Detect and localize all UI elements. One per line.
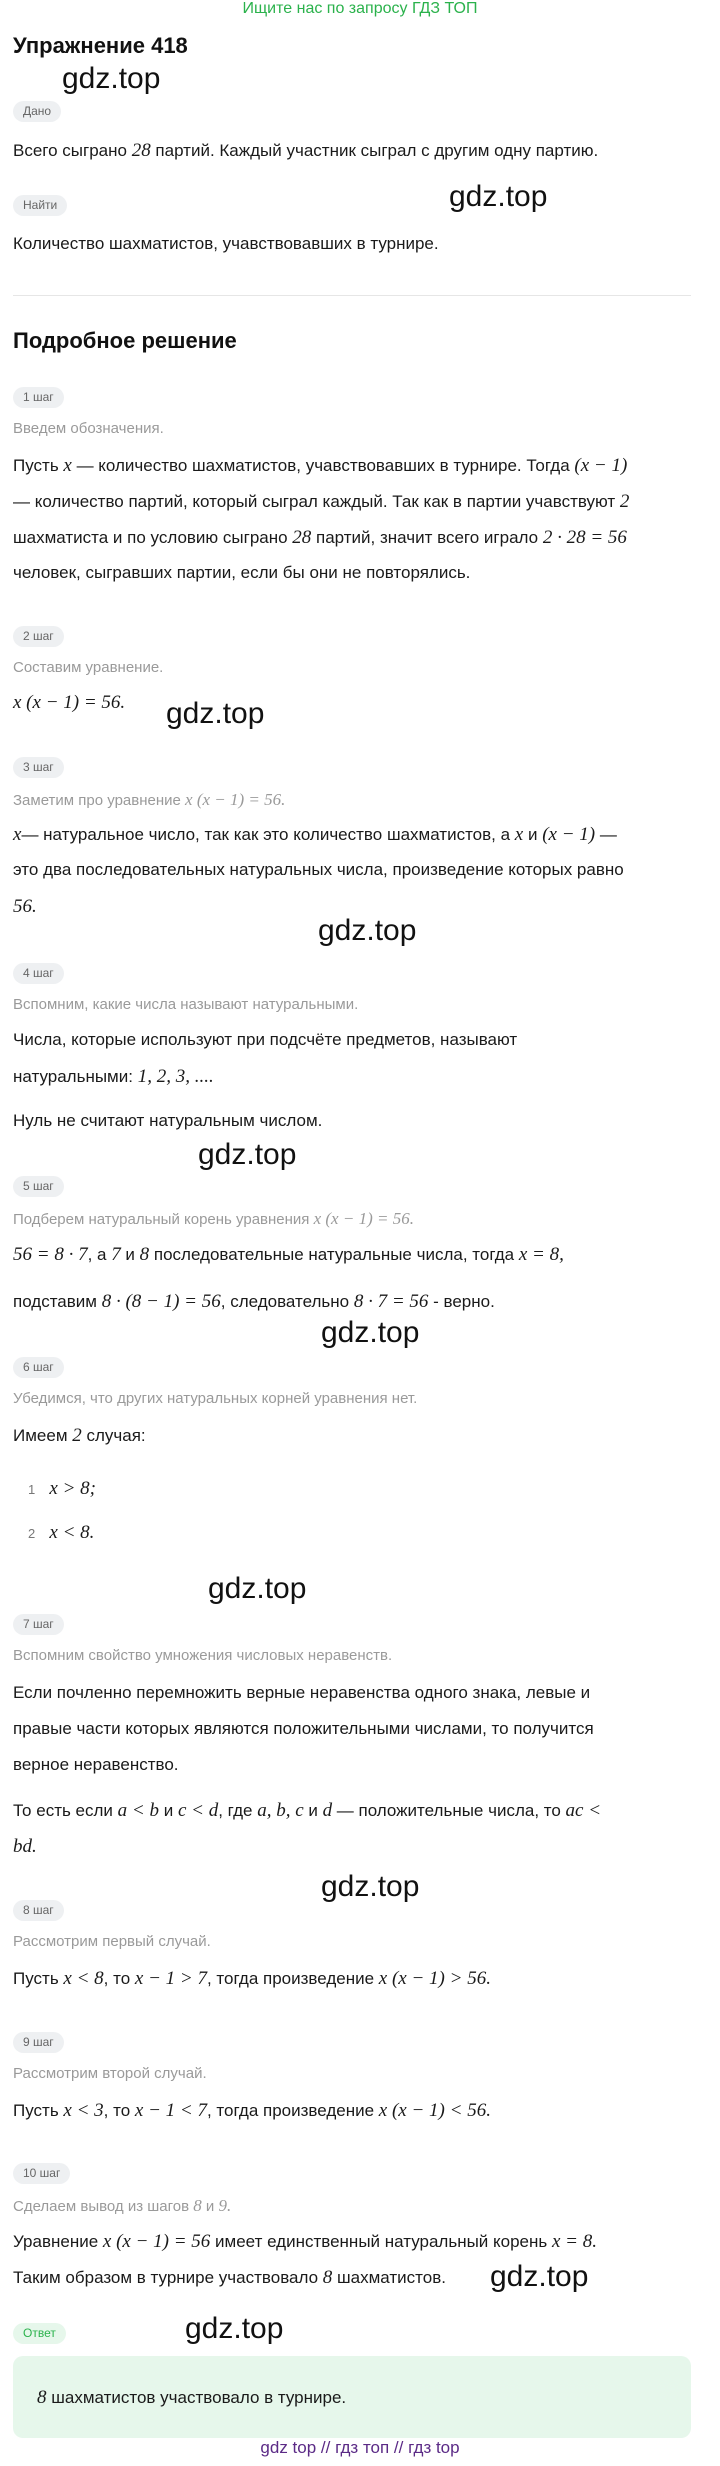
text-span: - верно.	[428, 1292, 495, 1311]
step-hint: Рассмотрим первый случай.	[13, 1933, 211, 1950]
text-span: подставим	[13, 1292, 102, 1311]
step-hint: Убедимся, что других натуральных корней уравнения нет.	[13, 1390, 418, 1407]
math: 2	[72, 1425, 82, 1446]
text-span: случая:	[81, 1426, 146, 1445]
step-text: это два последовательных натуральных числа, произведение которых равно	[13, 860, 624, 879]
text-span: и	[523, 825, 543, 844]
step-label: 4 шаг	[13, 963, 64, 984]
watermark: gdz.top	[185, 2312, 284, 2345]
text-span: — количество партий, который сыграл каждый. Так как в партии учавствуют	[13, 492, 620, 511]
text-span: , тогда произведение	[206, 1969, 379, 1988]
given-label-wrap	[13, 101, 61, 122]
find-label: Найти	[13, 195, 67, 216]
math: x	[13, 824, 22, 845]
step-10-label-wrap	[13, 2163, 70, 2184]
step-text: правые части которых являются положительными числами, то получится	[13, 1719, 594, 1738]
watermark: gdz.top	[449, 180, 548, 213]
math: 8 · (8 − 1) = 56	[101, 1291, 221, 1312]
answer-label: Ответ	[13, 2323, 66, 2344]
step-text	[13, 1425, 146, 1447]
answer-text: шахматистов участвовало в турнире.	[46, 2388, 347, 2407]
text-span: Пусть	[13, 456, 64, 475]
watermark: gdz.top	[62, 62, 161, 95]
list-number: 2	[28, 1526, 36, 1541]
text-span: Заметим про уравнение	[13, 792, 186, 809]
equation	[13, 692, 125, 714]
step-7-label-wrap	[13, 1614, 64, 1635]
math: 8	[193, 2196, 202, 2215]
math: x	[514, 824, 524, 845]
divider	[13, 295, 691, 296]
search-banner: Ищите нас по запросу ГДЗ ТОП	[242, 0, 478, 17]
step-hint: Составим уравнение.	[13, 659, 164, 676]
step-text	[13, 1800, 601, 1822]
math: ac <	[565, 1800, 602, 1821]
step-text	[13, 1968, 491, 1990]
watermark: gdz.top	[490, 2260, 589, 2293]
given-label: Дано	[13, 101, 61, 122]
step-9-label-wrap	[13, 2032, 64, 2053]
step-text: Если почленно перемножить верные неравенства одного знака, левые и	[13, 1683, 591, 1702]
watermark: gdz.top	[321, 1870, 420, 1903]
math: (x − 1)	[574, 455, 628, 476]
math: x < 8.	[49, 1522, 95, 1543]
answer-box	[13, 2356, 691, 2438]
watermark: gdz.top	[321, 1316, 420, 1349]
step-text	[13, 2267, 446, 2289]
math: x (x − 1) = 56.	[313, 1209, 414, 1228]
text-span: , следовательно	[220, 1292, 354, 1311]
math: x (x − 1) < 56.	[378, 2100, 491, 2121]
math: 2 · 28 = 56	[542, 527, 627, 548]
text-span: партий, значит всего играло	[311, 528, 543, 547]
step-label: 5 шаг	[13, 1176, 64, 1197]
math: x < 8	[63, 1968, 104, 1989]
step-label: 8 шаг	[13, 1900, 64, 1921]
solution-title: Подробное решение	[13, 328, 237, 353]
step-text	[13, 824, 617, 846]
math: x (x − 1) > 56.	[378, 1968, 491, 1989]
math: 2	[619, 491, 630, 512]
step-6-label-wrap	[13, 1357, 64, 1378]
given-text-b: партий. Каждый участник сыграл с другим одну партию.	[150, 141, 599, 160]
text-span: —	[595, 825, 617, 844]
step-3-label-wrap	[13, 757, 64, 778]
step-label: 9 шаг	[13, 2032, 64, 2053]
step-label: 7 шаг	[13, 1614, 64, 1635]
step-text: человек, сыгравших партии, если бы они не повторялись.	[13, 563, 471, 582]
step-hint: Рассмотрим второй случай.	[13, 2065, 207, 2082]
list-item	[28, 1522, 94, 1544]
text-span: , то	[103, 2101, 135, 2120]
text-span: шахматистов.	[332, 2268, 446, 2287]
math: 8 · 7 = 56	[353, 1291, 429, 1312]
step-label: 6 шаг	[13, 1357, 64, 1378]
step-text: Числа, которые используют при подсчёте предметов, называют	[13, 1030, 518, 1049]
text-span: Пусть	[13, 2101, 64, 2120]
step-text: верное неравенство.	[13, 1755, 179, 1774]
math: 8	[322, 2267, 333, 2288]
math: x	[63, 455, 72, 476]
text-span: и	[303, 1801, 323, 1820]
step-label: 1 шаг	[13, 387, 64, 408]
step-5-label-wrap	[13, 1176, 64, 1197]
step-2-label-wrap	[13, 626, 64, 647]
watermark: gdz.top	[208, 1572, 307, 1605]
text-span: Таким образом в турнире участвовало	[13, 2268, 323, 2287]
text-span: Подберем натуральный корень уравнения	[13, 1211, 314, 1228]
step-hint	[13, 2196, 231, 2216]
text-span: Уравнение	[13, 2232, 103, 2251]
step-label: 3 шаг	[13, 757, 64, 778]
step-text	[13, 527, 627, 549]
text-span: , где	[218, 1801, 258, 1820]
step-hint: Вспомним, какие числа называют натуральными.	[13, 996, 359, 1013]
step-text	[13, 491, 629, 513]
find-label-wrap	[13, 195, 67, 216]
math: 8	[37, 2387, 47, 2408]
step-text	[13, 1836, 37, 1858]
math: c < d	[177, 1800, 219, 1821]
watermark: gdz.top	[318, 914, 417, 947]
text-span: Сделаем вывод из шагов	[13, 2198, 194, 2215]
step-4-label-wrap	[13, 963, 64, 984]
step-hint: Введем обозначения.	[13, 420, 164, 437]
math: x > 8;	[49, 1478, 96, 1499]
answer-label-wrap	[13, 2323, 66, 2344]
step-8-label-wrap	[13, 1900, 64, 1921]
page-title: Упражнение 418	[13, 33, 188, 58]
step-label: 10 шаг	[13, 2163, 70, 2184]
text-span: То есть если	[13, 1801, 118, 1820]
given-text	[13, 140, 598, 162]
text-span: — количество шахматистов, учавствовавших в турнире. Тогда	[71, 456, 575, 475]
step-hint: Вспомним свойство умножения числовых неравенств.	[13, 1647, 393, 1664]
list-number: 1	[28, 1482, 36, 1497]
math: a < b	[117, 1800, 159, 1821]
step-hint	[13, 1209, 414, 1229]
math: x − 1 > 7	[134, 1968, 207, 1989]
math: 28	[292, 527, 312, 548]
step-text	[13, 455, 627, 477]
step-text	[13, 1066, 214, 1088]
given-text-a: Всего сыграно	[13, 141, 132, 160]
step-text	[13, 2231, 597, 2253]
math: x − 1 < 7	[134, 2100, 207, 2121]
text-span: имеет единственный натуральный корень	[210, 2232, 552, 2251]
step-1-label-wrap	[13, 387, 64, 408]
find-text: Количество шахматистов, учавствовавших в турнире.	[13, 234, 439, 253]
list-item	[28, 1478, 96, 1500]
math: a, b, c	[257, 1800, 304, 1821]
step-label: 2 шаг	[13, 626, 64, 647]
step-text: Нуль не считают натуральным числом.	[13, 1111, 323, 1130]
step-text	[13, 1291, 495, 1313]
text-span: , а	[87, 1245, 112, 1264]
math: 56.	[13, 896, 37, 917]
step-text	[13, 896, 37, 918]
text-span: натуральными:	[13, 1067, 138, 1086]
text-span: — положительные числа, то	[332, 1801, 566, 1820]
math: x (x − 1) = 56.	[13, 692, 126, 713]
math: 7	[111, 1244, 121, 1265]
math: 56 = 8 · 7	[13, 1244, 88, 1265]
math: 8	[139, 1244, 150, 1265]
text-span: последовательные натуральные числа, тогда	[149, 1245, 519, 1264]
math: x (x − 1) = 56	[102, 2231, 211, 2252]
math: (x − 1)	[542, 824, 596, 845]
text-span: и	[201, 2198, 219, 2215]
text-span: и	[158, 1801, 178, 1820]
math: 9.	[218, 2196, 232, 2215]
math: d	[322, 1800, 333, 1821]
watermark: gdz.top	[198, 1138, 297, 1171]
step-text	[13, 2100, 491, 2122]
math: x = 8,	[518, 1244, 564, 1265]
step-hint	[13, 790, 285, 810]
math: 1, 2, 3, ....	[137, 1066, 214, 1087]
text-span: , тогда произведение	[206, 2101, 379, 2120]
math: x (x − 1) = 56.	[185, 790, 286, 809]
text-span: и	[120, 1245, 140, 1264]
step-text	[13, 1244, 564, 1266]
text-span: Пусть	[13, 1969, 64, 1988]
math: x < 3	[63, 2100, 104, 2121]
text-span: шахматиста и по условию сыграно	[13, 528, 293, 547]
watermark: gdz.top	[166, 697, 265, 730]
math: x = 8.	[551, 2231, 597, 2252]
math: bd.	[13, 1836, 37, 1857]
text-span: Имеем	[13, 1426, 73, 1445]
footer-links[interactable]: gdz top // гдз топ // гдз top	[260, 2438, 460, 2457]
text-span: , то	[103, 1969, 135, 1988]
text-span: — натуральное число, так как это количество шахматистов, а	[21, 825, 515, 844]
given-number: 28	[131, 140, 151, 161]
